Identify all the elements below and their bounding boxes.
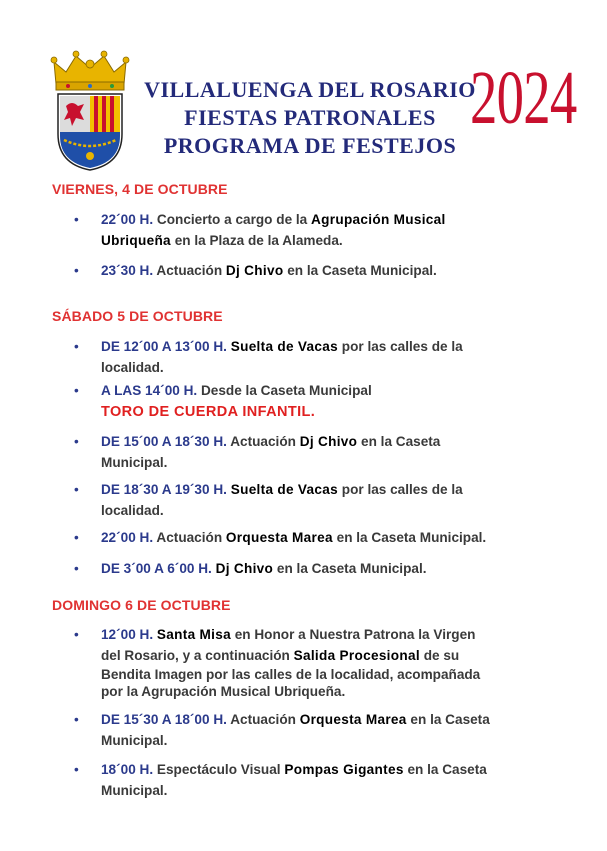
year: 2024 [470,56,577,140]
header [0,0,607,175]
day-heading-sabado: SÁBADO 5 DE OCTUBRE [52,308,223,324]
list-item: • 22´00 H. Concierto a cargo de la Agrupación Musical Ubriqueña en la Plaza de la Alameda. [74,212,446,248]
list-item: • DE 15´00 A 18´30 H. Actuación Dj Chivo en la Caseta Municipal. [74,434,441,470]
list-item: • 18´00 H. Espectáculo Visual Pompas Gigantes en la Caseta Municipal. [74,762,487,798]
day-heading-viernes: VIERNES, 4 DE OCTUBRE [52,181,228,197]
list-item: • DE 15´30 A 18´00 H. Actuación Orquesta Marea en la Caseta Municipal. [74,712,490,748]
list-item: • DE 12´00 A 13´00 H. Suelta de Vacas por las calles de la localidad. [74,339,463,375]
title-line-3: PROGRAMA DE FESTEJOS [163,133,457,158]
list-item: • A LAS 14´00 H. Desde la Caseta Municipal TORO DE CUERDA INFANTIL. [74,383,372,420]
coat-of-arms-icon [50,48,130,172]
list-item: • 23´30 H. Actuación Dj Chivo en la Caseta Municipal. [74,263,437,278]
list-item: • 12´00 H. Santa Misa en Honor a Nuestra Patrona la Virgen del Rosario, y a continuación Salida Procesional de su Bendita Imagen por las calles de la localidad, acompañada por la Agrupación Musical Ubriqueña. [74,627,481,699]
day-heading-domingo: DOMINGO 6 DE OCTUBRE [52,597,231,613]
title-line-1: VILLALUENGA DEL ROSARIO [144,77,476,102]
title-line-2: FIESTAS PATRONALES [184,105,436,130]
title-block [140,76,480,160]
list-item: • DE 18´30 A 19´30 H. Suelta de Vacas por las calles de la localidad. [74,482,463,518]
list-item: • DE 3´00 A 6´00 H. Dj Chivo en la Caseta Municipal. [74,561,427,576]
list-item: • 22´00 H. Actuación Orquesta Marea en la Caseta Municipal. [74,530,487,545]
